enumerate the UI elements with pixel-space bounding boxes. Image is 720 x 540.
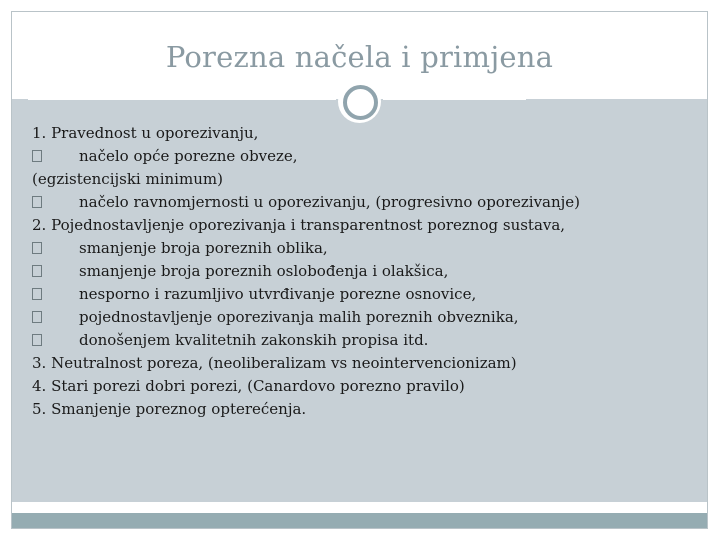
list-item: 1. Pravednost u oporezivanju, [32,124,259,142]
square-bullet-icon [32,265,42,277]
slide-title: Porezna načela i primjena [165,40,554,74]
list-item-text: nesporno i razumljivo utvrđivanje porezne osnovice, [79,285,477,303]
square-bullet-icon [32,242,42,254]
list-item-text: smanjenje broja poreznih oblika, [79,239,328,257]
list-item [32,283,692,306]
list-item-text: donošenjem kvalitetnih zakonskih propisa itd. [79,331,429,349]
slide [11,11,708,529]
title-divider-left [28,98,336,100]
square-bullet-icon [32,311,42,323]
list-item [32,329,692,352]
footer-bar [12,513,707,528]
list-item-text: smanjenje broja poreznih oslobođenja i olakšica, [79,262,449,280]
list-item-text: načelo ravnomjernosti u oporezivanju, (progresivno oporezivanje) [79,193,581,211]
list-item-text: pojednostavljenje oporezivanja malih poreznih obveznika, [79,308,519,326]
list-item [32,145,692,168]
ring-ornament-icon [343,85,378,120]
list-item-text: načelo opće porezne obveze, [79,147,298,165]
square-bullet-icon [32,196,42,208]
square-bullet-icon [32,288,42,300]
square-bullet-icon [32,334,42,346]
list-item [32,260,692,283]
title-divider-right [383,98,526,100]
list-item [32,191,692,214]
list-item [32,237,692,260]
content-text [32,122,692,421]
list-item: 3. Neutralnost poreza, (neoliberalizam vs neointervencionizam) [32,354,517,372]
list-item: (egzistencijski minimum) [32,170,223,188]
list-item [32,306,692,329]
list-item: 5. Smanjenje poreznog opterećenja. [32,400,307,418]
list-item: 2. Pojednostavljenje oporezivanja i transparentnost poreznog sustava, [32,216,566,234]
square-bullet-icon [32,150,42,162]
list-item: 4. Stari porezi dobri porezi, (Canardovo porezno pravilo) [32,377,465,395]
